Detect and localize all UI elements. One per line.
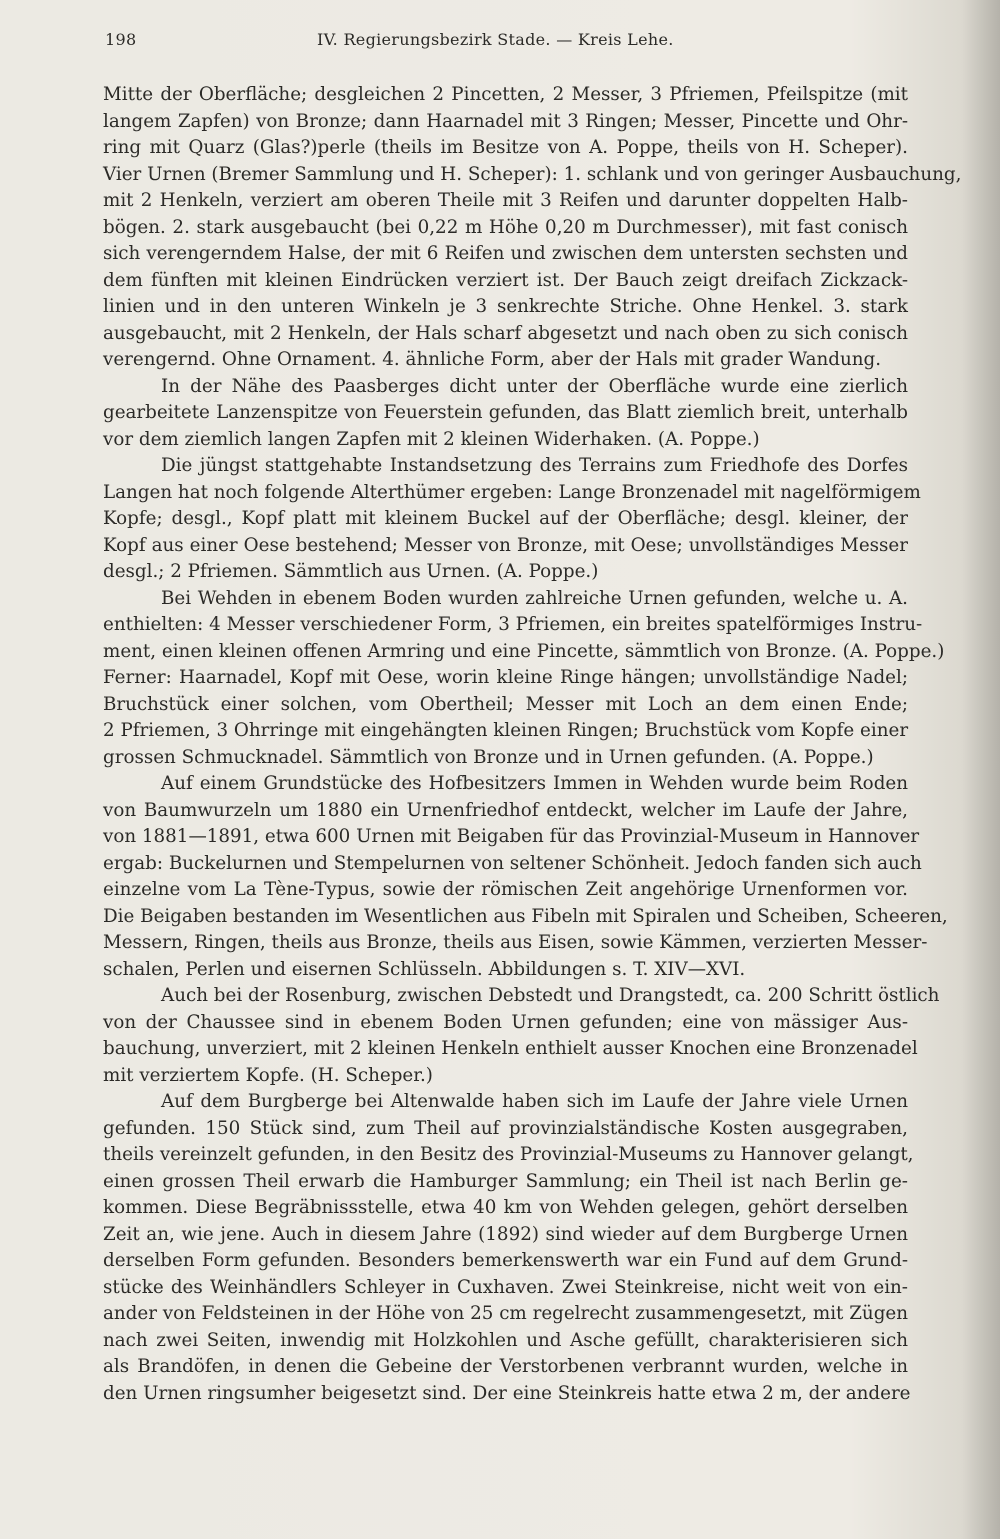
text-line: gefunden. 150 Stück sind, zum Theil auf provinzialständische Kosten ausgegraben, [103,1117,908,1139]
text-line: sich verengerndem Halse, der mit 6 Reifen und zwischen dem untersten sechsten und [103,243,908,264]
text-line: einzelne vom La Tène-Typus, sowie der römischen Zeit angehörige Urnenformen vor. [103,879,908,900]
text-line: einen grossen Theil erwarb die Hamburger Sammlung; ein Theil ist nach Berlin ge- [103,1170,908,1192]
text-line: Mitte der Oberfläche; desgleichen 2 Pincetten, 2 Messer, 3 Pfriemen, Pfeilspitze (mit [103,84,908,105]
text-line: vor dem ziemlich langen Zapfen mit 2 kleinen Widerhaken. (A. Poppe.) [103,428,760,450]
text-line: ring mit Quarz (Glas?)perle (theils im Besitze von A. Poppe, theils von H. Scheper). [103,137,908,158]
paragraph [103,1089,914,1407]
text-line: desgl.; 2 Pfriemen. Sämmtlich aus Urnen. (A. Poppe.) [103,561,599,582]
running-head [105,30,905,56]
text-line: Messern, Ringen, theils aus Bronze, theils aus Eisen, sowie Kämmen, verzierten Messer- [103,932,928,953]
paragraph [103,771,948,983]
text-line: von der Chaussee sind in ebenem Boden Urnen gefunden; eine von mässiger Aus- [103,1011,908,1033]
page-number: 198 [105,30,137,49]
text-line: schalen, Perlen und eisernen Schlüsseln. Abbildungen s. T. XIV—XVI. [103,958,746,980]
text-line: dem fünften mit kleinen Eindrücken verziert ist. Der Bauch zeigt dreifach Zickzack- [103,269,908,291]
text-line: Langen hat noch folgende Alterthümer ergeben: Lange Bronzenadel mit nagelförmigem [103,481,921,503]
paragraph [103,586,945,772]
text-line: Zeit an, wie jene. Auch in diesem Jahre (1892) sind wieder auf dem Burgberge Urnen [103,1223,908,1245]
text-line: mit verziertem Kopfe. (H. Scheper.) [103,1064,433,1086]
text-line: von Baumwurzeln um 1880 ein Urnenfriedhof entdeckt, welcher im Laufe der Jahre, [103,799,908,821]
text-line: stücke des Weinhändlers Schleyer in Cuxhaven. Zwei Steinkreise, nicht weit von ein- [103,1276,908,1298]
text-line: Bei Wehden in ebenem Boden wurden zahlreiche Urnen gefunden, welche u. A. [161,587,908,609]
text-line: Kopf aus einer Oese bestehend; Messer von Bronze, mit Oese; unvollständiges Messer [103,534,908,556]
text-line: Die Beigaben bestanden im Wesentlichen aus Fibeln mit Spiralen und Scheiben, Scheeren, [103,905,948,927]
running-head-title: IV. Regierungsbezirk Stade. — Kreis Lehe. [317,30,674,49]
text-line: Ferner: Haarnadel, Kopf mit Oese, worin kleine Ringe hängen; unvollständige Nadel; [103,667,908,688]
text-line: Die jüngst stattgehabte Instandsetzung des Terrains zum Friedhofe des Dorfes [161,455,908,476]
text-line: grossen Schmucknadel. Sämmtlich von Bronze und in Urnen gefunden. (A. Poppe.) [103,746,874,768]
body-text [103,82,962,1407]
text-line: gearbeitete Lanzenspitze von Feuerstein gefunden, das Blatt ziemlich breit, unterhalb [103,402,908,423]
text-line: linien und in den unteren Winkeln je 3 senkrechte Striche. Ohne Henkel. 3. stark [103,296,908,317]
text-line: Auf dem Burgberge bei Altenwalde haben sich im Laufe der Jahre viele Urnen [161,1091,908,1112]
text-line: langem Zapfen) von Bronze; dann Haarnadel mit 3 Ringen; Messer, Pincette und Ohr- [103,110,908,132]
text-line: den Urnen ringsumher beigesetzt sind. Der eine Steinkreis hatte etwa 2 m, der andere [103,1382,911,1404]
text-line: Auf einem Grundstücke des Hofbesitzers Immen in Wehden wurde beim Roden [161,773,908,794]
text-line: verengernd. Ohne Ornament. 4. ähnliche Form, aber der Hals mit grader Wandung. [103,349,882,370]
text-line: Bruchstück einer solchen, vom Obertheil; Messer mit Loch an dem einen Ende; [103,693,908,715]
text-line: bögen. 2. stark ausgebaucht (bei 0,22 m Höhe 0,20 m Durchmesser), mit fast conisch [103,216,908,238]
text-line: von 1881—1891, etwa 600 Urnen mit Beigaben für das Provinzial-Museum in Hannover [103,826,920,847]
text-line: Kopfe; desgl., Kopf platt mit kleinem Buckel auf der Oberfläche; desgl. kleiner, der [103,508,908,529]
paragraph [103,983,940,1089]
binding-shadow [962,0,1000,1539]
text-line: als Brandöfen, in denen die Gebeine der Verstorbenen verbrannt wurden, welche in [103,1356,908,1377]
text-line: mit 2 Henkeln, verziert am oberen Theile mit 3 Reifen und darunter doppelten Halb- [103,190,908,211]
text-line: enthielten: 4 Messer verschiedener Form, 3 Pfriemen, ein breites spatelförmiges Instru- [103,614,923,635]
text-line: ergab: Buckelurnen und Stempelurnen von seltener Schönheit. Jedoch fanden sich auch [103,852,922,874]
text-line: theils vereinzelt gefunden, in den Besitz des Provinzial-Museums zu Hannover gelangt, [103,1144,914,1165]
text-line: derselben Form gefunden. Besonders bemerkenswerth war ein Fund auf dem Grund- [103,1250,908,1271]
paragraph [103,453,921,586]
text-line: nach zwei Seiten, inwendig mit Holzkohlen und Asche gefüllt, charakterisieren sich [103,1329,908,1351]
paragraph [103,82,962,374]
text-line: bauchung, unverziert, mit 2 kleinen Henkeln enthielt ausser Knochen eine Bronzenadel [103,1038,918,1059]
paragraph [103,374,908,454]
text-line: Vier Urnen (Bremer Sammlung und H. Scheper): 1. schlank und von geringer Ausbauchung, [103,163,962,185]
text-line: 2 Pfriemen, 3 Ohrringe mit eingehängten kleinen Ringen; Bruchstück vom Kopfe einer [103,720,909,741]
text-line: ander von Feldsteinen in der Höhe von 25 cm regelrecht zusammengesetzt, mit Zügen [103,1303,908,1324]
text-line: Auch bei der Rosenburg, zwischen Debstedt und Drangstedt, ca. 200 Schritt östlich [161,985,940,1006]
text-line: In der Nähe des Paasberges dicht unter der Oberfläche wurde eine zierlich [161,375,908,397]
text-line: ment, einen kleinen offenen Armring und eine Pincette, sämmtlich von Bronze. (A. Poppe.) [103,640,945,662]
text-line: ausgebaucht, mit 2 Henkeln, der Hals scharf abgesetzt und nach oben zu sich conisch [103,322,908,344]
text-line: kommen. Diese Begräbnissstelle, etwa 40 km von Wehden gelegen, gehört derselben [103,1197,908,1218]
